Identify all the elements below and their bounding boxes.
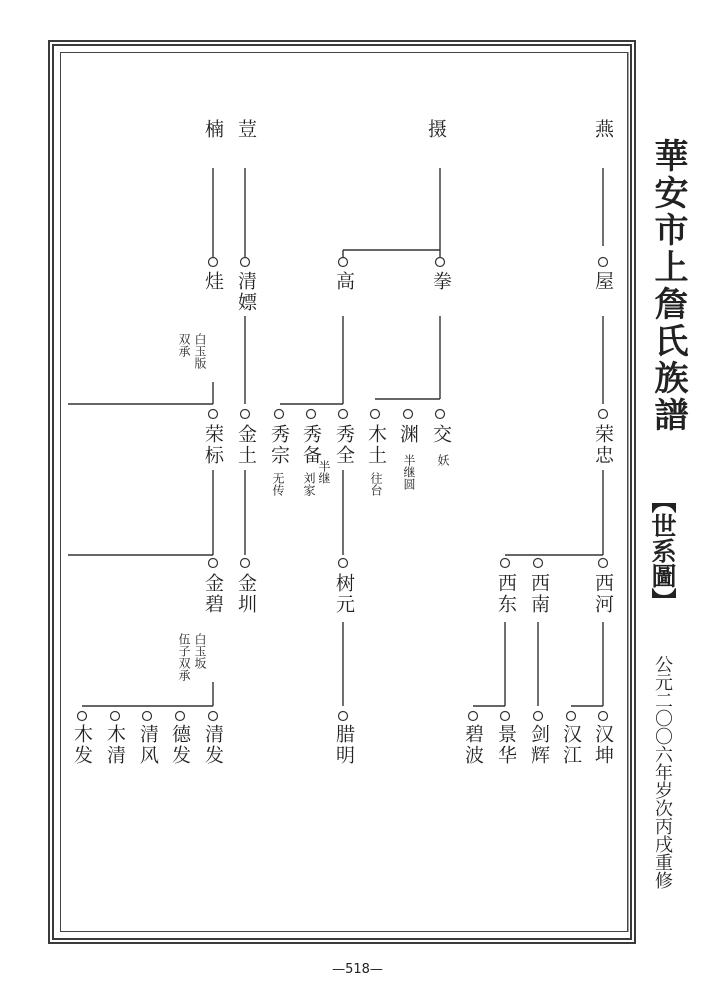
person-xiubei: 秀备: [300, 424, 322, 466]
page-number: —518—: [332, 962, 383, 977]
person-marker: [339, 410, 348, 419]
person-marker: [469, 712, 478, 721]
person-xiuquan: 秀全: [333, 424, 355, 466]
person-qingfeng: 清风: [137, 724, 159, 766]
person-yuan: 渊: [397, 424, 419, 445]
note-xiubei-liujia: 刘家: [302, 472, 316, 496]
person-marker: [599, 559, 608, 568]
person-marker: [78, 712, 87, 721]
person-rongzhong: 荣忠: [592, 424, 614, 466]
person-xihe: 西河: [592, 573, 614, 615]
person-wang: 烓: [202, 271, 224, 292]
person-quan: 拳: [430, 271, 452, 292]
person-marker: [111, 712, 120, 721]
person-marker: [567, 712, 576, 721]
person-bibo: 碧波: [462, 724, 484, 766]
note-jiao-yao: 妖: [436, 454, 450, 466]
person-jinghua: 景华: [495, 724, 517, 766]
person-nan: 楠: [202, 119, 224, 140]
person-defa: 德发: [169, 724, 191, 766]
person-marker: [534, 559, 543, 568]
person-yan: 燕: [592, 119, 614, 140]
book-title: 華安市上詹氏族譜: [648, 138, 688, 434]
person-marker: [534, 712, 543, 721]
person-mufa: 木发: [71, 724, 93, 766]
note-mutu-wangtai: 往台: [369, 472, 383, 496]
person-xidong: 西东: [495, 573, 517, 615]
person-marker: [209, 410, 218, 419]
person-qi: 荳: [235, 119, 257, 140]
person-marker: [143, 712, 152, 721]
person-rongbiao: 荣标: [202, 424, 224, 466]
note-jinbi-baiyuban: 白玉坂: [193, 633, 207, 669]
person-marker: [599, 712, 608, 721]
person-marker: [241, 410, 250, 419]
person-mutu: 木土: [365, 424, 387, 466]
person-hankun: 汉坤: [592, 724, 614, 766]
person-marker: [501, 712, 510, 721]
person-shuyuan: 树元: [333, 573, 355, 615]
person-muqing: 木清: [104, 724, 126, 766]
person-wu: 屋: [592, 271, 614, 292]
person-gao: 高: [333, 271, 355, 292]
note-wang-shuangcheng: 双承: [177, 333, 191, 357]
person-xiuzong: 秀宗: [268, 424, 290, 466]
person-jinbi: 金碧: [202, 573, 224, 615]
person-marker: [209, 258, 218, 267]
person-qingpiao: 清嫖: [235, 271, 257, 313]
note-yuan-banjiyuan: 半继圆: [402, 454, 416, 490]
person-marker: [599, 258, 608, 267]
edition-date: 公元二〇〇六年岁次丙戌重修: [652, 655, 673, 889]
person-marker: [241, 559, 250, 568]
note-wang-baiyuban: 白玉版: [193, 333, 207, 369]
person-hanjiang: 汉江: [560, 724, 582, 766]
person-marker: [404, 410, 413, 419]
note-jinbi-wuzishuangcheng: 伍子双承: [177, 633, 191, 681]
person-marker: [241, 258, 250, 267]
person-marker: [275, 410, 284, 419]
person-jianhui: 剑辉: [528, 724, 550, 766]
person-marker: [371, 410, 380, 419]
person-marker: [599, 410, 608, 419]
person-jintu: 金土: [235, 424, 257, 466]
person-marker: [339, 258, 348, 267]
note-xiuzong-wuchuan: 无传: [271, 472, 285, 496]
person-laming: 腊明: [333, 724, 355, 766]
person-marker: [501, 559, 510, 568]
person-she: 摄: [425, 119, 447, 140]
section-title: 【世系圖】: [648, 488, 677, 613]
person-marker: [209, 712, 218, 721]
person-qingfa: 清发: [202, 724, 224, 766]
person-marker: [436, 258, 445, 267]
person-jinzhen: 金圳: [235, 573, 257, 615]
person-marker: [307, 410, 316, 419]
person-marker: [339, 712, 348, 721]
person-jiao: 交: [430, 424, 452, 445]
note-xiubei-banji: 半继: [317, 460, 331, 484]
person-marker: [176, 712, 185, 721]
person-marker: [209, 559, 218, 568]
person-marker: [436, 410, 445, 419]
person-xinan: 西南: [528, 573, 550, 615]
person-marker: [339, 559, 348, 568]
